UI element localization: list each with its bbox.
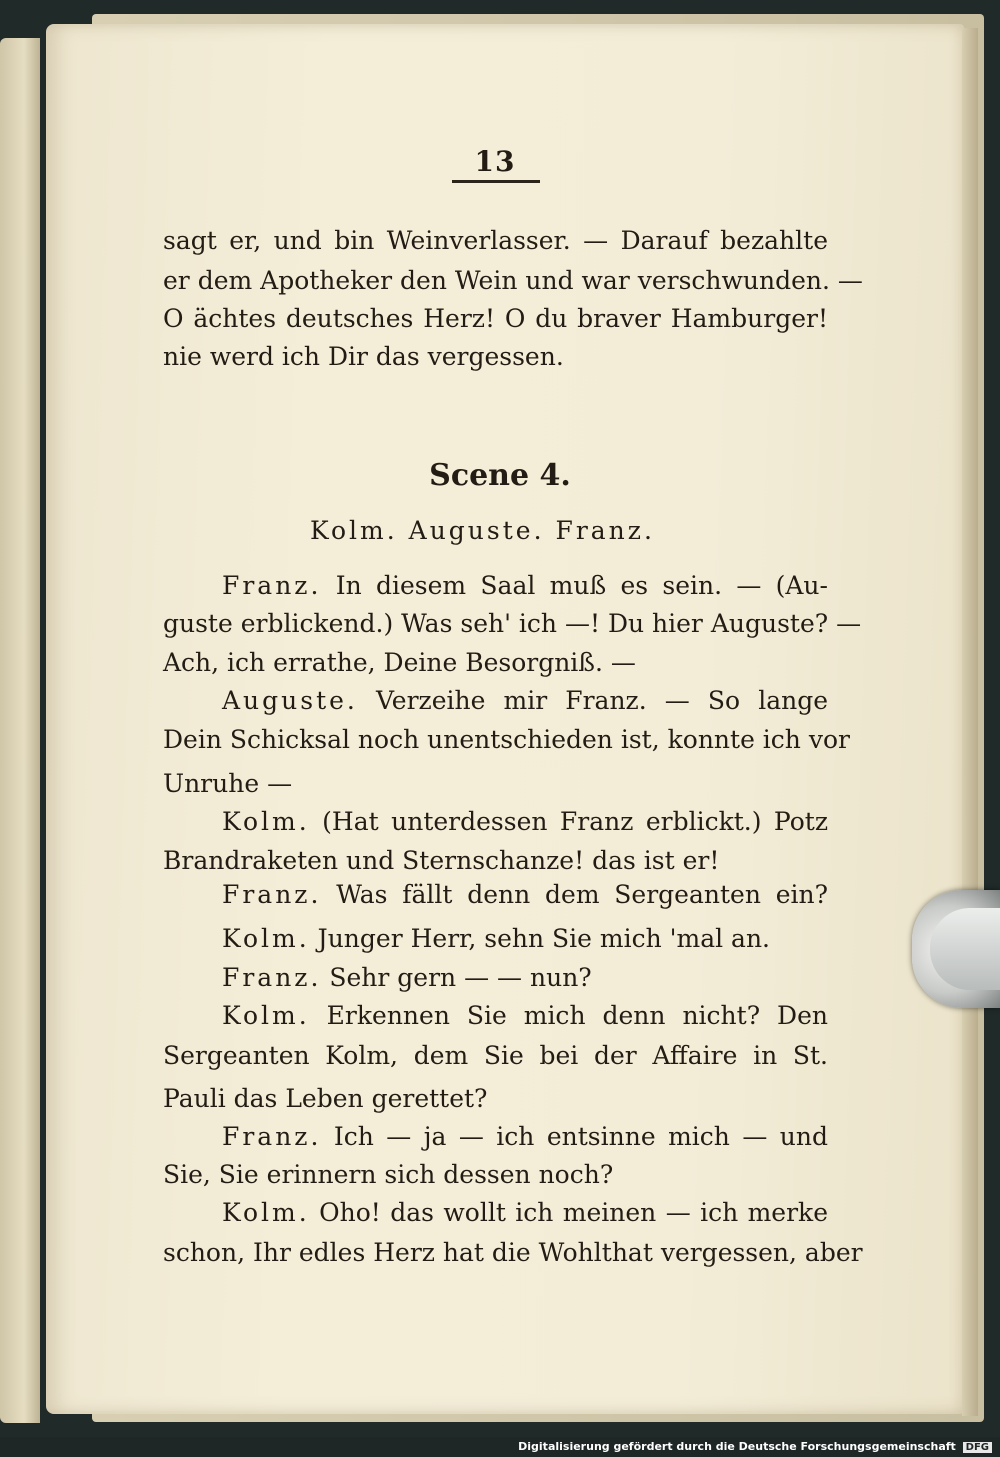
dialogue-text: Oho! das wollt ich meinen — ich merke [319,1198,828,1227]
dialogue-line [163,1238,863,1267]
dialogue-line [222,573,828,598]
credit-text: Digitalisierung gefördert durch die Deutsche Forschungsgemeinschaft [518,1440,956,1453]
dialogue-line [222,1124,828,1149]
dialogue-text: Ich — ja — ich entsinne mich — und [333,1122,828,1151]
dialogue-line [222,965,828,990]
dialogue-line [222,688,828,713]
dialogue-line [222,882,828,907]
speaker-name: Kolm. [222,807,310,836]
cast-list: Kolm. Auguste. Franz. [310,516,655,545]
dialogue-text: Junger Herr, sehn Sie mich 'mal an. [317,924,771,953]
dialogue-line [163,609,862,638]
text-line: O ächtes deutsches Herz! O du braver Hamburger! [163,304,828,333]
speaker-name: Franz. [222,880,322,909]
dialogue-text: Pauli das Leben gerettet? [163,1084,488,1113]
speaker-name: Kolm. [222,924,310,953]
text-line: er dem Apotheker den Wein und war verschwunden. — [163,266,863,295]
dialogue-text: Unruhe — [163,769,293,798]
dialogue-text: Verzeihe mir Franz. — So lange [376,686,828,715]
dialogue-text: Dein Schicksal noch unentschieden ist, konnte ich vor [163,725,850,754]
page-number: 13 [474,145,516,178]
dialogue-line [163,1086,828,1111]
dialogue-text: Was fällt denn dem Sergeanten ein? [336,880,829,909]
speaker-name: Franz. [222,1122,322,1151]
dialogue-text: Ach, ich errathe, Deine Besorgniß. — [163,648,636,677]
dfg-logo: DFG [963,1442,992,1453]
dialogue-line [163,771,828,796]
speaker-name: Kolm. [222,1001,310,1030]
page-number-rule [452,180,540,183]
dialogue-text: Sie, Sie erinnern sich dessen noch? [163,1160,614,1189]
dialogue-text: (Hat unterdessen Franz erblickt.) Potz [322,807,828,836]
dialogue-text: Brandraketen und Sternschanze! das ist er! [163,846,720,875]
dialogue-line [222,1200,828,1225]
dialogue-line [163,1162,828,1187]
dialogue-line [222,1003,828,1028]
dialogue-text: Sehr gern — — nun? [329,963,592,992]
text-line: sagt er, und bin Weinverlasser. — Darauf bezahlte [163,226,828,255]
scene-title: Scene 4. [429,458,571,493]
text-line: nie werd ich Dir das vergessen. [163,342,564,371]
digitization-credit [518,1440,992,1453]
dialogue-line [163,725,850,754]
dialogue-text: Erkennen Sie mich denn nicht? Den [326,1001,828,1030]
dialogue-text: schon, Ihr edles Herz hat die Wohlthat vergessen, aber [163,1238,863,1267]
dialogue-line [163,1043,828,1068]
speaker-name: Franz. [222,963,322,992]
dialogue-text: guste erblickend.) Was seh' ich —! Du hier Auguste? — [163,609,862,638]
dialogue-text: In diesem Saal muß es sein. — (Au- [335,571,828,600]
speaker-name: Kolm. [222,1198,310,1227]
speaker-name: Auguste. [222,686,358,715]
dialogue-line [163,650,828,675]
dialogue-line [163,848,828,873]
speaker-name: Franz. [222,571,322,600]
dialogue-line [222,926,828,951]
dialogue-line [222,809,828,834]
dialogue-text: Sergeanten Kolm, dem Sie bei der Affaire in St. [163,1041,828,1070]
